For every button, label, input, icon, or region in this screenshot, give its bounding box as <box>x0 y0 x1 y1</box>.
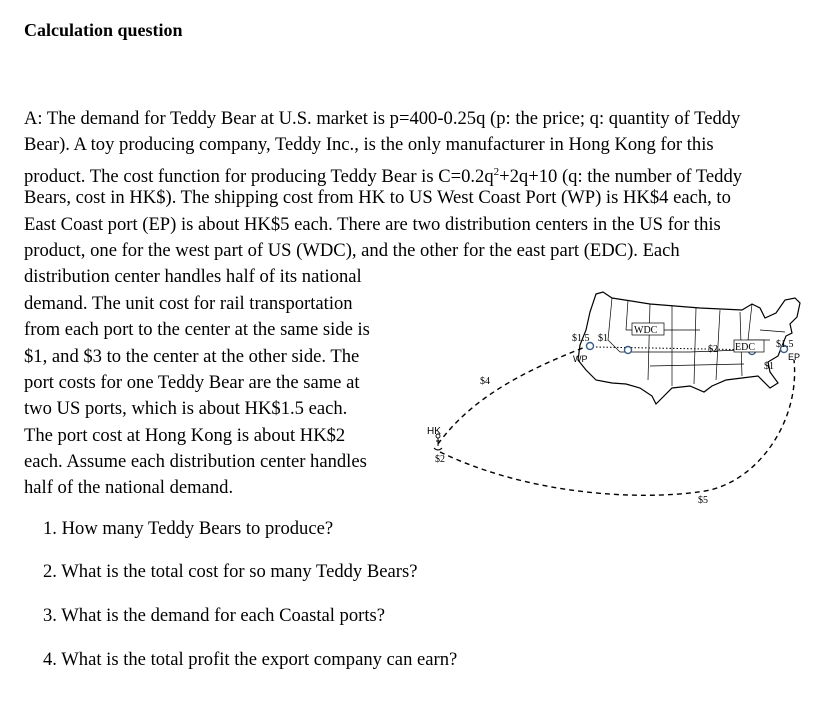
edc-label: EDC <box>735 342 755 353</box>
question-3: 3. What is the demand for each Coastal ports? <box>43 605 385 626</box>
paragraph-line: product, one for the west part of US (WDC), and the other for the east part (EDC). Each <box>24 239 680 261</box>
question-2: 2. What is the total cost for so many Teddy Bears? <box>43 561 418 582</box>
paragraph-line: Bears, cost in HK$). The shipping cost from HK to US West Coast Port (WP) is HK$4 each, to <box>24 187 731 209</box>
paragraph-line: port costs for one Teddy Bear are the same at <box>24 371 360 393</box>
cross-rail-cost: $2 <box>708 344 718 355</box>
hk-to-wp-route <box>438 346 588 444</box>
paragraph-line: two US ports, which is about HK$1.5 each. <box>24 398 348 420</box>
ep-to-edc-cost: $1 <box>764 361 774 372</box>
page-title: Calculation question <box>24 20 183 40</box>
ep-label: EP <box>788 352 801 362</box>
hk-cost-label: $2 <box>435 454 445 465</box>
paragraph-line: Bear). A toy producing company, Teddy Inc., is the only manufacturer in Hong Kong for this <box>24 134 714 156</box>
cost-function-rest: +2q+10 (q: the number of Teddy <box>499 165 743 187</box>
hk-to-ep-route <box>440 360 795 495</box>
wdc-marker <box>625 347 632 354</box>
ep-port-cost: $1.5 <box>776 339 794 350</box>
hk-to-wp-cost: $4 <box>480 376 490 387</box>
paragraph-line: demand. The unit cost for rail transportation <box>24 292 353 314</box>
hk-to-ep-cost: $5 <box>698 495 708 506</box>
wp-port-cost: $1.5 <box>572 333 590 344</box>
cost-function-superscript: 2 <box>493 165 500 178</box>
cost-function-text: product. The cost function for producing Teddy Bear is C=0.2q <box>24 165 494 187</box>
paragraph-line: $1, and $3 to the center at the other side. The <box>24 345 360 367</box>
paragraph-line: East Coast port (EP) is about HK$5 each. There are two distribution centers in the US for this <box>24 213 721 235</box>
paragraph-line: A: The demand for Teddy Bear at U.S. market is p=400-0.25q (p: the price; q: quantity of Teddy <box>24 108 741 129</box>
question-1: 1. How many Teddy Bears to produce? <box>43 518 334 539</box>
paragraph-line: distribution center handles half of its national <box>24 266 362 288</box>
wdc-label: WDC <box>634 325 658 336</box>
paragraph-line: half of the national demand. <box>24 477 234 499</box>
hk-label: HK <box>427 426 441 437</box>
question-4: 4. What is the total profit the export company can earn? <box>43 649 458 670</box>
hk-anchor-icon <box>434 438 442 450</box>
paragraph-line: each. Assume each distribution center handles <box>24 451 367 473</box>
paragraph-line: from each port to the center at the same side is <box>24 319 370 341</box>
wp-to-wdc-cost: $1 <box>598 333 608 344</box>
wp-label: WP <box>573 354 588 364</box>
paragraph-line: The port cost at Hong Kong is about HK$2 <box>24 424 346 446</box>
